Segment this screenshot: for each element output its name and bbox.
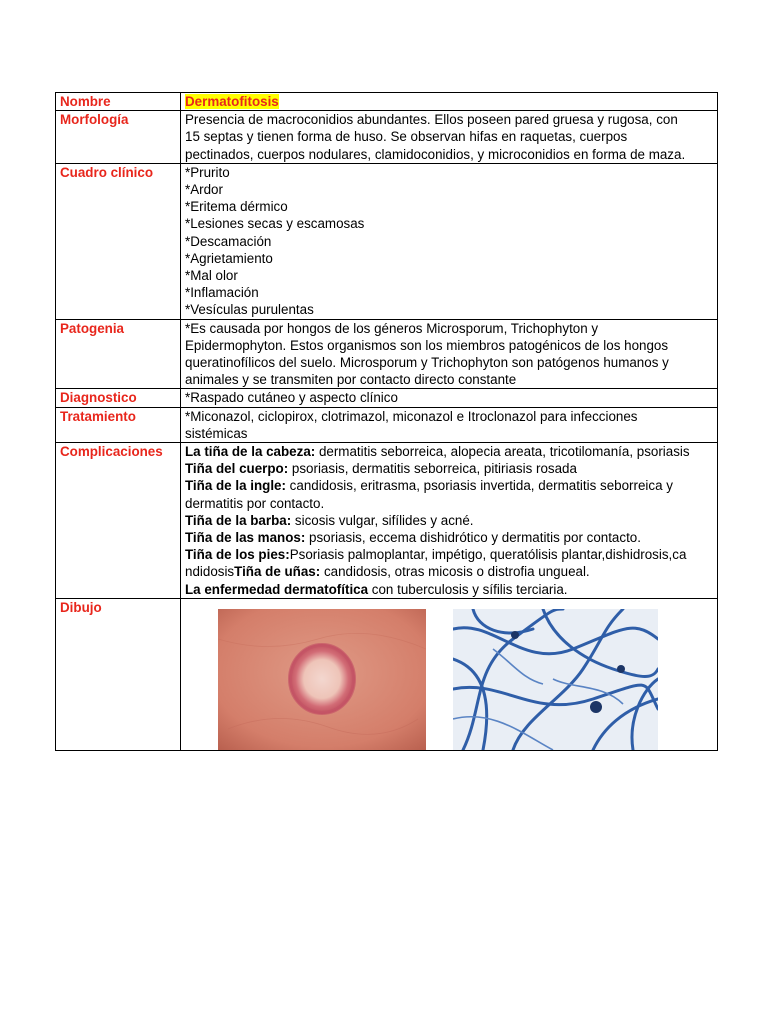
symptom-item: *Agrietamiento bbox=[185, 250, 273, 266]
complication-text: psoriasis, eccema dishidrótico y dermatitis por contacto. bbox=[305, 530, 641, 546]
complication-text: Psoriasis palmoplantar, impétigo, queratólisis plantar,dishidrosis,ca bbox=[289, 547, 687, 563]
complication-line bbox=[185, 546, 714, 563]
value-complicaciones bbox=[181, 443, 718, 599]
value-tratamiento bbox=[181, 407, 718, 442]
complication-line bbox=[185, 443, 714, 460]
complication-line bbox=[185, 581, 714, 598]
text-line: Epidermophyton. Estos organismos son los miembros patogénicos de los hongos bbox=[185, 337, 669, 353]
text-line: pectinados, cuerpos nodulares, clamidoconidios, y microconidios en forma de maza. bbox=[185, 146, 686, 162]
symptom-item: *Vesículas purulentas bbox=[185, 302, 314, 318]
symptom-item: *Ardor bbox=[185, 182, 223, 198]
symptom-item: *Descamación bbox=[185, 233, 272, 249]
label-dibujo: Dibujo bbox=[56, 598, 181, 750]
label-morfologia: Morfología bbox=[56, 111, 181, 164]
text-line: queratinofílicos del suelo. Microsporum y Trichophyton son patógenos humanos y bbox=[185, 355, 669, 371]
text-line: Presencia de macroconidios abundantes. Ellos poseen pared gruesa y rugosa, con bbox=[185, 112, 678, 128]
complication-term: Tiña de las manos: bbox=[185, 530, 306, 546]
complication-term: La tiña de la cabeza: bbox=[185, 444, 316, 460]
complication-line bbox=[185, 529, 714, 546]
complication-text: con tuberculosis y sífilis terciaria. bbox=[368, 581, 568, 597]
complication-term: Tiña de la barba: bbox=[185, 512, 292, 528]
text-line: *Es causada por hongos de los géneros Microsporum, Trichophyton y bbox=[185, 320, 599, 336]
symptom-item: *Mal olor bbox=[185, 268, 238, 284]
label-patogenia: Patogenia bbox=[56, 319, 181, 389]
row-nombre bbox=[56, 93, 718, 111]
row-patogenia bbox=[56, 319, 718, 389]
dermatofitosis-table bbox=[55, 92, 718, 751]
symptom-item: *Eritema dérmico bbox=[185, 199, 288, 215]
hyphae-micrograph-image bbox=[453, 609, 658, 750]
row-cuadro-clinico bbox=[56, 163, 718, 319]
row-dibujo bbox=[56, 598, 718, 750]
label-nombre: Nombre bbox=[56, 93, 181, 111]
row-tratamiento bbox=[56, 407, 718, 442]
complication-text: psoriasis, dermatitis seborreica, pitiriasis rosada bbox=[288, 461, 577, 477]
label-tratamiento: Tratamiento bbox=[56, 407, 181, 442]
complication-term: Tiña del cuerpo: bbox=[185, 461, 289, 477]
value-cuadro-clinico bbox=[181, 163, 718, 319]
complication-text: candidosis, otras micosis o distrofia ungueal. bbox=[320, 564, 590, 580]
complication-line bbox=[185, 477, 714, 494]
value-diagnostico: *Raspado cutáneo y aspecto clínico bbox=[181, 389, 718, 407]
text-line: *Miconazol, ciclopirox, clotrimazol, miconazol e Itroclonazol para infecciones bbox=[185, 408, 638, 424]
row-complicaciones bbox=[56, 443, 718, 599]
row-morfologia bbox=[56, 111, 718, 164]
skin-lesion-image bbox=[218, 609, 426, 750]
symptom-item: *Prurito bbox=[185, 164, 230, 180]
complication-line bbox=[185, 563, 714, 580]
complication-term: La enfermedad dermatofítica bbox=[185, 581, 369, 597]
row-diagnostico bbox=[56, 389, 718, 407]
value-patogenia bbox=[181, 319, 718, 389]
label-complicaciones: Complicaciones bbox=[56, 443, 181, 599]
complication-term: Tiña de uñas: bbox=[234, 564, 321, 580]
complication-line bbox=[185, 512, 714, 529]
value-morfologia bbox=[181, 111, 718, 164]
value-nombre bbox=[181, 93, 718, 111]
complication-line bbox=[185, 460, 714, 477]
title-highlight: Dermatofitosis bbox=[185, 94, 279, 109]
complication-text: ndidosis bbox=[185, 564, 235, 580]
complication-text: sicosis vulgar, sifílides y acné. bbox=[291, 512, 474, 528]
label-cuadro-clinico: Cuadro clínico bbox=[56, 163, 181, 319]
text-line: animales y se transmiten por contacto directo constante bbox=[185, 372, 517, 388]
symptom-item: *Lesiones secas y escamosas bbox=[185, 216, 365, 232]
value-dibujo bbox=[181, 598, 718, 750]
complication-text: dermatitis seborreica, alopecia areata, tricotilomanía, psoriasis bbox=[315, 444, 690, 460]
complication-text: candidosis, eritrasma, psoriasis invertida, dermatitis seborreica y bbox=[285, 478, 673, 494]
complication-line: dermatitis por contacto. bbox=[185, 495, 325, 511]
symptom-item: *Inflamación bbox=[185, 285, 259, 301]
complication-term: Tiña de la ingle: bbox=[185, 478, 286, 494]
complication-term: Tiña de los pies: bbox=[185, 547, 290, 563]
text-line: sistémicas bbox=[185, 425, 248, 441]
label-diagnostico: Diagnostico bbox=[56, 389, 181, 407]
text-line: 15 septas y tienen forma de huso. Se observan hifas en raquetas, cuerpos bbox=[185, 129, 628, 145]
